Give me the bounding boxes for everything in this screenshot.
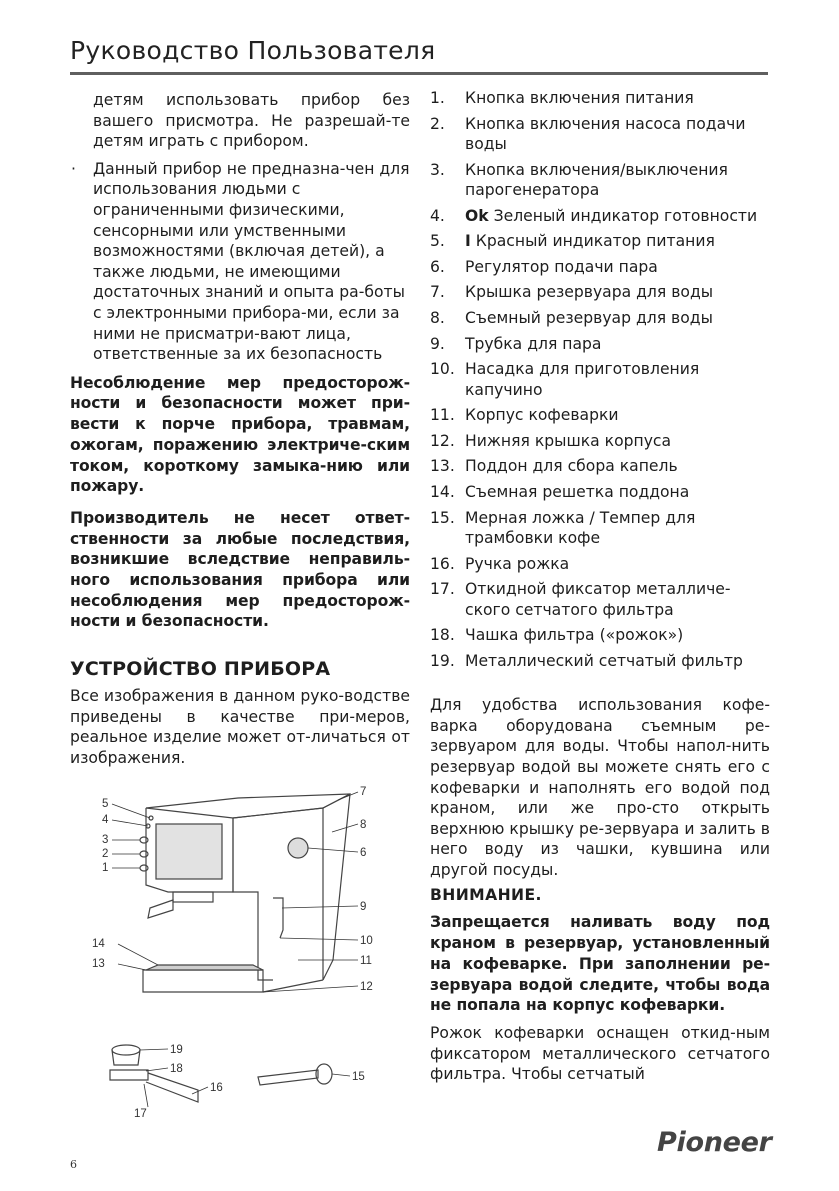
section-heading: УСТРОЙСТВО ПРИБОРА xyxy=(70,658,331,681)
label-3: 3 xyxy=(102,834,109,846)
list-item: 19. Металлический сетчатый фильтр xyxy=(430,651,743,670)
list-item: 15. Мерная ложка / Темпер для трамбовки кофе xyxy=(430,508,696,547)
page-title: Руководство Пользователя xyxy=(70,36,436,65)
portafilter-handle xyxy=(148,900,173,918)
steam-tube xyxy=(273,898,283,938)
group-head xyxy=(173,892,213,902)
steam-knob xyxy=(288,838,308,858)
label-5: 5 xyxy=(102,798,109,810)
list-item: 4. Ok Зеленый индикатор готовности xyxy=(430,206,758,225)
bullet-marker: · xyxy=(71,159,76,178)
label-6: 6 xyxy=(360,847,367,859)
images-disclaimer: Все изображения в данном руко-водстве приведены в качестве при-меров, реальное изделие может от-личаться от изображения. xyxy=(70,687,410,767)
filter-basket xyxy=(112,1045,140,1055)
attention-heading: ВНИМАНИЕ. xyxy=(430,886,542,905)
label-19: 19 xyxy=(170,1044,183,1056)
list-item: 8. Съемный резервуар для воды xyxy=(430,308,713,327)
label-15: 15 xyxy=(352,1071,365,1083)
label-7: 7 xyxy=(360,786,367,798)
label-18: 18 xyxy=(170,1063,183,1075)
list-item: 6. Регулятор подачи пара xyxy=(430,257,658,276)
list-item: 16. Ручка рожка xyxy=(430,554,570,573)
button-3 xyxy=(140,837,148,843)
list-item: 7. Крышка резервуара для воды xyxy=(430,283,714,302)
drip-tray xyxy=(143,970,263,992)
label-10: 10 xyxy=(360,935,373,947)
water-reservoir xyxy=(323,794,350,980)
list-item: 14. Съемная решетка поддона xyxy=(430,482,690,501)
list-item: 17. Откидной фиксатор металличе-ского сетчатого фильтра xyxy=(430,580,731,619)
label-12: 12 xyxy=(360,981,373,993)
safety-paragraph-1: детям использовать прибор без вашего присмотра. Не разрешай-те детям играть с прибором. xyxy=(93,91,410,151)
label-1: 1 xyxy=(102,862,109,874)
warning-paragraph-2: Производитель не несет ответ-ственности за любые последствия, возникшие вследствие неправиль-ного использования прибора или несоблюдения мер предосторож-ности и безопасности. xyxy=(70,508,410,631)
machine-right-body xyxy=(233,808,323,980)
list-item: 3. Кнопка включения/выключения парогенератора xyxy=(430,160,728,199)
list-item: 9. Трубка для пара xyxy=(430,334,602,353)
portafilter-arm xyxy=(146,1073,198,1102)
warning-paragraph-1: Несоблюдение мер предосторож-ности и безопасности может при-вести к порче прибора, травмам, ожогам, поражению электриче-ским током, короткому замыка-нию или пожару. xyxy=(70,373,410,496)
page-number: 6 xyxy=(70,1158,77,1171)
list-item: 10. Насадка для приготовления капучино xyxy=(430,360,700,399)
label-11: 11 xyxy=(360,955,372,967)
espresso-machine-diagram xyxy=(88,780,398,1125)
label-9: 9 xyxy=(360,901,367,913)
safety-paragraph-2: Данный прибор не предназна-чен для использования людьми с ограниченными физическими, сенсорными или умственными возможностями (включая детей), а также людьми, не имеющими достаточных знаний и опыта ра-боты с электронными прибора-ми, если за ними не присматри-вают лица, ответственные за их безопасность xyxy=(93,159,410,364)
label-4: 4 xyxy=(102,814,109,826)
label-13: 13 xyxy=(92,958,105,970)
reservoir-warning: Запрещается наливать воду под краном в резервуар, установленный на кофеварке. При заполнении ре-зервуара водой следите, чтобы вода не попала на корпус кофеварки. xyxy=(430,913,770,1015)
brand-logo: Pioneer xyxy=(657,1127,772,1158)
list-item: 11. Корпус кофеварки xyxy=(430,406,619,425)
drip-grid xyxy=(146,965,263,970)
list-item: 18. Чашка фильтра («рожок») xyxy=(430,626,684,645)
label-2: 2 xyxy=(102,848,109,860)
button-1 xyxy=(140,865,148,871)
list-item: 13. Поддон для сбора капель xyxy=(430,457,678,476)
left-column xyxy=(70,90,410,769)
parts-list xyxy=(430,88,770,671)
label-14: 14 xyxy=(92,938,105,950)
portafilter xyxy=(110,1070,148,1080)
filter-basket-body xyxy=(112,1050,140,1065)
list-item: 1. Кнопка включения питания xyxy=(430,89,694,107)
right-column xyxy=(430,88,770,1085)
list-item: 2. Кнопка включения насоса подачи воды xyxy=(430,114,746,153)
measuring-spoon xyxy=(258,1070,318,1085)
portafilter-paragraph: Рожок кофеварки оснащен откид-ным фиксатором металлического сетчатого фильтра. Чтобы сетчатый xyxy=(430,1023,770,1084)
label-8: 8 xyxy=(360,819,367,831)
machine-top-cover xyxy=(146,794,350,818)
label-17: 17 xyxy=(134,1108,147,1120)
button-2 xyxy=(140,851,148,857)
machine-body xyxy=(233,818,273,980)
reservoir-paragraph: Для удобства использования кофе-варка оборудована съемным ре-зервуаром для воды. Чтобы напол-нить резервуар водой вы можете снять его с кофеварки и наполнять его водой под краном, или же про-сто открыть верхнюю крышку ре-зервуара и залить в него воду из чашки, кувшина или другой посуды. xyxy=(430,696,770,879)
machine-front-window xyxy=(156,824,222,879)
safety-bullet-item xyxy=(70,159,410,365)
list-item: 12. Нижняя крышка корпуса xyxy=(430,431,672,450)
header-rule xyxy=(70,72,768,75)
list-item: 5. I Красный индикатор питания xyxy=(430,232,715,251)
label-16: 16 xyxy=(210,1082,223,1094)
